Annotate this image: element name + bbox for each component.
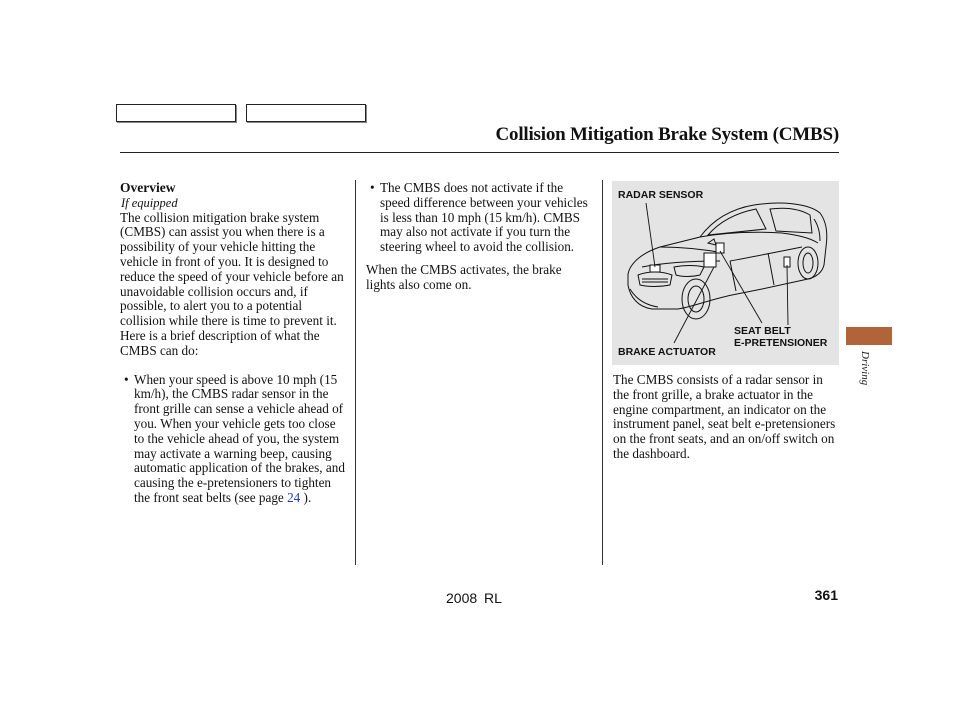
bullet-dot: • — [370, 180, 375, 195]
page-title: Collision Mitigation Brake System (CMBS) — [495, 124, 839, 145]
column-divider-2 — [602, 180, 603, 565]
section-tab-marker[interactable] — [846, 327, 892, 345]
bullet-text: The CMBS does not activate if the speed difference between your vehicles is less than 10 mph (15 km/h). CMBS may also not activate if you turn the steering wheel to avoid the collision. — [380, 180, 588, 255]
equipment-note: If equipped — [121, 195, 178, 210]
column-3 — [613, 373, 839, 462]
nav-button-table-of-contents[interactable] — [246, 104, 366, 122]
bullet-text: When your speed is above 10 mph (15 km/h), the CMBS radar sensor in the front grille can sense a vehicle ahead of you. When your vehicle gets too close to the vehicle ahead of you, the system may activate a warning beep, causing automatic application of the brakes, and causing the e-pretensioners to tighten the front seat belts (see page — [134, 371, 345, 505]
intro-paragraph: The collision mitigation brake system (CMBS) can assist you when there is a possibility of your vehicle hitting the vehicle in front of you. It is designed to reduce the speed of your vehicle before an unavoidable collision occurs and, if possible, to alert you to a potential collision while there is time to prevent it. Here is a brief description of what the CMBS can do: — [120, 209, 344, 358]
cmbs-diagram — [612, 181, 839, 365]
page-link-24[interactable]: 24 — [287, 489, 301, 505]
column-2 — [366, 181, 594, 293]
section-tab-label: Driving — [859, 351, 871, 386]
nav-button-main-menu[interactable] — [116, 104, 236, 122]
column-divider-1 — [355, 180, 356, 565]
label-seat-belt: SEAT BELT — [734, 325, 791, 337]
bullet-item — [120, 373, 348, 506]
footer-model: 2008 RL — [446, 590, 502, 606]
title-divider — [120, 152, 839, 153]
page-number: 361 — [814, 587, 838, 603]
bullet-item — [366, 181, 594, 255]
section-heading: Overview — [120, 180, 176, 195]
brake-lights-paragraph: When the CMBS activates, the brake lights also come on. — [366, 261, 562, 292]
label-e-pretensioner: E-PRETENSIONER — [734, 337, 828, 349]
label-brake-actuator: BRAKE ACTUATOR — [618, 346, 716, 358]
cmbs-components-paragraph: The CMBS consists of a radar sensor in the front grille, a brake actuator in the engine compartment, an indicator on the instrument panel, seat belt e-pretensioners on the front seats, and an on/off switch on the dashboard. — [613, 372, 836, 461]
column-1 — [120, 181, 348, 506]
label-radar-sensor: RADAR SENSOR — [618, 189, 704, 201]
bullet-dot: • — [124, 371, 129, 387]
bullet-text-end: ). — [300, 489, 312, 505]
